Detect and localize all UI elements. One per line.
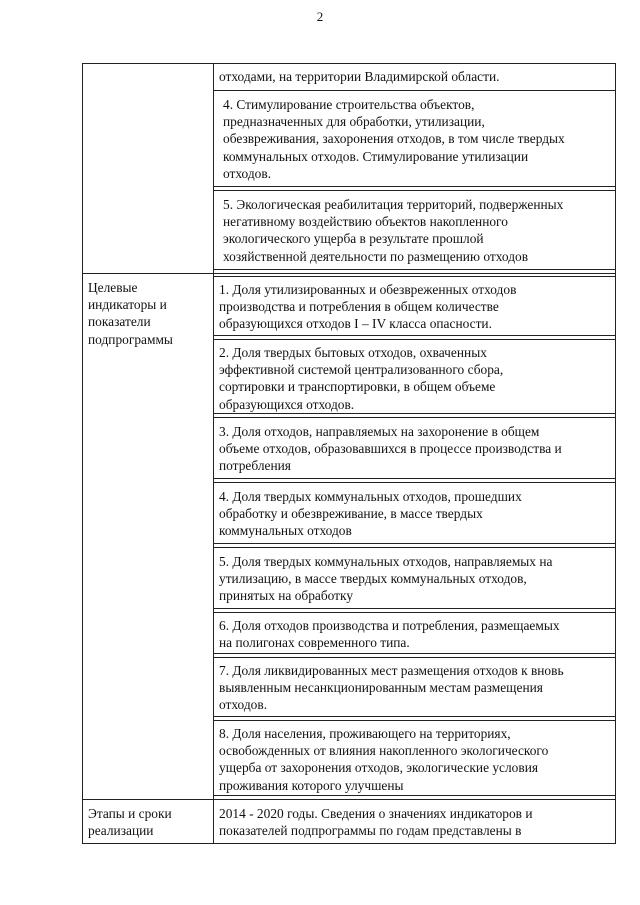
text-line: производства и потребления в общем количестве [219, 299, 499, 315]
goal-item-4 [223, 96, 565, 182]
indicator-item-3 [219, 423, 562, 475]
text-line: проживания которого улучшены [219, 777, 404, 793]
text-line: коммунальных отходов. Стимулирование утилизации [223, 148, 529, 164]
stages-text [219, 805, 533, 839]
text-line: 7. Доля ликвидированных мест размещения отходов к вновь [219, 663, 564, 678]
goal-item-3-tail [219, 68, 499, 85]
indicator-item-4 [219, 488, 522, 540]
row-separator [82, 799, 616, 800]
text-line: сортировки и транспортировки, в общем объеме [219, 379, 496, 395]
text-line: обработку и обезвреживание, в массе твердых [219, 506, 483, 522]
indicator-item-8 [219, 725, 548, 794]
text-line: 2014 - 2020 годы. Сведения о значениях индикаторов и [219, 806, 533, 821]
text-line: 5. Доля твердых коммунальных отходов, направляемых на [219, 554, 553, 569]
text-line: отходами, на территории Владимирской области. [219, 69, 500, 84]
text-line: 3. Доля отходов, направляемых на захоронение в общем [219, 424, 540, 439]
text-line: 8. Доля населения, проживающего на территориях, [219, 726, 511, 741]
text-line: 2. Доля твердых бытовых отходов, охваченных [219, 345, 487, 360]
text-line: объеме отходов, образовавшихся в процессе производства и [219, 441, 562, 457]
text-line: предназначенных для обработки, утилизации, [223, 114, 485, 130]
text-line: на полигонах современного типа. [219, 635, 410, 651]
text-line: 4. Стимулирование строительства объектов, [223, 97, 475, 112]
text-line: показателей подпрограммы по годам представлены в [219, 823, 522, 839]
text-line: реализации [88, 823, 154, 839]
page-number: 2 [316, 9, 324, 24]
text-line: освобожденных от влияния накопленного экологического [219, 743, 549, 759]
text-line: 6. Доля отходов производства и потребления, размещаемых [219, 618, 560, 633]
indicators-label [88, 279, 173, 348]
text-line: отходов. [219, 697, 268, 713]
indicator-item-2 [219, 344, 503, 413]
indicator-item-5 [219, 553, 552, 605]
text-line: Этапы и сроки [88, 806, 172, 821]
text-line: образующихся отходов I – IV класса опасности. [219, 316, 492, 332]
text-line: выявленным несанкционированным местам размещения [219, 680, 543, 696]
text-line: Целевые [88, 280, 138, 295]
text-line: негативному воздействию объектов накопленного [223, 214, 508, 230]
text-line: 4. Доля твердых коммунальных отходов, прошедших [219, 489, 522, 504]
indicator-item-1 [219, 281, 516, 333]
text-line: индикаторы и [88, 297, 167, 313]
text-line: коммунальных отходов [219, 523, 352, 539]
row-separator [82, 273, 616, 274]
text-line: эффективной системой централизованного сбора, [219, 362, 504, 378]
text-line: потребления [219, 458, 291, 474]
text-line: ущерба от захоронения отходов, экологические условия [219, 760, 539, 776]
text-line: хозяйственной деятельности по размещению отходов [223, 248, 529, 264]
text-line: обезвреживания, захоронения отходов, в том числе твердых [223, 131, 565, 147]
text-line: принятых на обработку [219, 588, 354, 604]
stages-label [88, 805, 172, 839]
indicator-item-7 [219, 662, 564, 714]
text-line: утилизацию, в массе твердых коммунальных отходов, [219, 571, 527, 587]
text-line: экологического ущерба в результате прошлой [223, 231, 484, 247]
text-line: 5. Экологическая реабилитация территорий, подверженных [223, 197, 564, 212]
text-line: 1. Доля утилизированных и обезвреженных отходов [219, 282, 517, 297]
indicator-item-6 [219, 617, 560, 651]
text-line: образующихся отходов. [219, 396, 355, 412]
text-line: отходов. [223, 165, 272, 181]
text-line: показатели [88, 314, 151, 330]
goal-item-5 [223, 196, 563, 265]
text-line: подпрограммы [88, 331, 173, 347]
